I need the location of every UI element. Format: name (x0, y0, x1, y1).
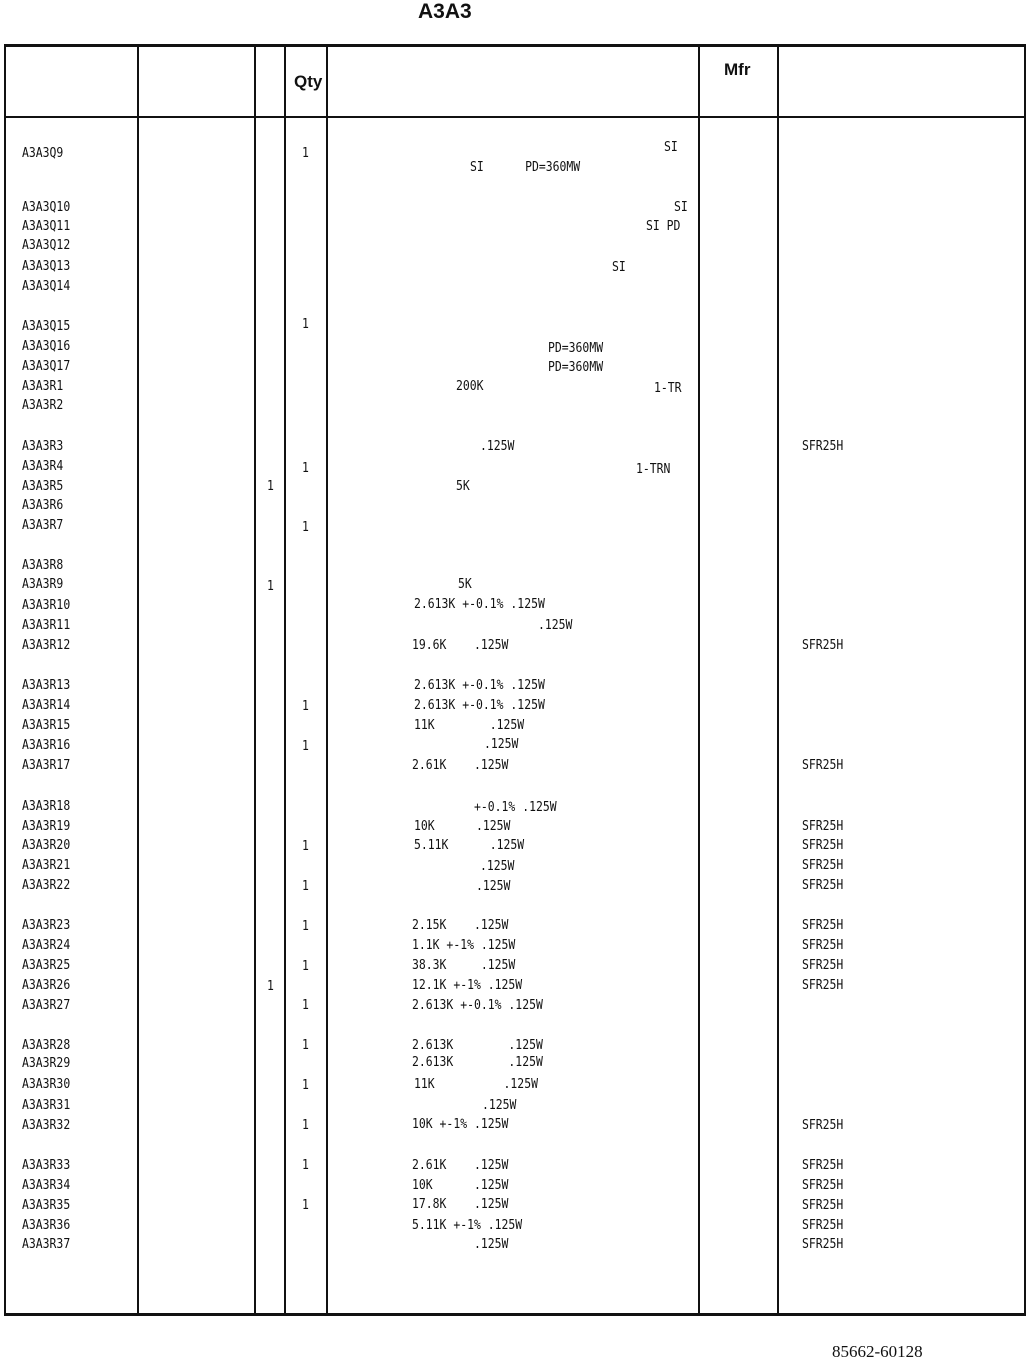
column-rule (284, 44, 286, 1316)
column-rule (137, 44, 139, 1316)
qty-cell: 1 (302, 839, 309, 854)
ref-designator: A3A3R35 (22, 1198, 71, 1213)
ref-designator: A3A3R23 (22, 918, 71, 933)
ref-designator: A3A3R14 (22, 698, 71, 713)
column-rule (1024, 44, 1026, 1316)
description-fragment: PD=360MW (548, 341, 604, 356)
description-fragment: .125W (474, 1237, 509, 1252)
ref-designator: A3A3R11 (22, 618, 71, 633)
column-rule (698, 44, 700, 1316)
description-fragment: 11K .125W (414, 1077, 538, 1092)
description-fragment: 2.613K +-0.1% .125W (414, 597, 545, 612)
description-fragment: .125W (484, 737, 519, 752)
ref-designator: A3A3Q12 (22, 238, 71, 253)
description-fragment: 2.613K .125W (412, 1055, 543, 1070)
qty-cell: 1 (302, 1198, 309, 1213)
description-fragment: 1.1K +-1% .125W (412, 938, 516, 953)
unlabeled-column-cell: 1 (267, 579, 274, 594)
ref-designator: A3A3R17 (22, 758, 71, 773)
qty-cell: 1 (302, 959, 309, 974)
qty-cell: 1 (302, 461, 309, 476)
description-fragment: .125W (538, 618, 573, 633)
description-fragment: SI PD=360MW (470, 160, 581, 175)
ref-designator: A3A3R13 (22, 678, 71, 693)
ref-designator: A3A3Q10 (22, 200, 71, 215)
ref-designator: A3A3R27 (22, 998, 71, 1013)
ref-designator: A3A3R6 (22, 498, 64, 513)
page-title: A3A3 (418, 0, 472, 23)
header-rule (4, 116, 1026, 118)
description-fragment: 2.613K .125W (412, 1038, 543, 1053)
header-qty: Qty (294, 72, 323, 91)
qty-cell: 1 (302, 520, 309, 535)
qty-cell: 1 (302, 146, 309, 161)
qty-cell: 1 (302, 317, 309, 332)
column-rule (4, 44, 6, 1316)
qty-cell: 1 (302, 1078, 309, 1093)
description-fragment: 10K +-1% .125W (412, 1117, 509, 1132)
mfr-part-number: SFR25H (802, 1118, 844, 1133)
description-fragment: SI PD (646, 219, 681, 234)
ref-designator: A3A3R26 (22, 978, 71, 993)
ref-designator: A3A3Q16 (22, 339, 71, 354)
description-fragment: 2.613K +-0.1% .125W (414, 678, 545, 693)
description-fragment: 1-TRN (636, 462, 671, 477)
ref-designator: A3A3R20 (22, 838, 71, 853)
ref-designator: A3A3Q15 (22, 319, 71, 334)
description-fragment: 10K .125W (412, 1178, 509, 1193)
description-fragment: 5K (458, 577, 472, 592)
description-fragment: 38.3K .125W (412, 958, 516, 973)
ref-designator: A3A3R3 (22, 439, 64, 454)
description-fragment: 1-TR (654, 381, 682, 396)
description-fragment: 5K (456, 479, 470, 494)
ref-designator: A3A3R30 (22, 1077, 71, 1092)
description-fragment: 12.1K +-1% .125W (412, 978, 523, 993)
qty-cell: 1 (302, 699, 309, 714)
ref-designator: A3A3R31 (22, 1098, 71, 1113)
ref-designator: A3A3R28 (22, 1038, 71, 1053)
mfr-part-number: SFR25H (802, 978, 844, 993)
ref-designator: A3A3R1 (22, 379, 64, 394)
mfr-part-number: SFR25H (802, 1198, 844, 1213)
ref-designator: A3A3R16 (22, 738, 71, 753)
mfr-part-number: SFR25H (802, 1178, 844, 1193)
ref-designator: A3A3R4 (22, 459, 64, 474)
mfr-part-number: SFR25H (802, 439, 844, 454)
description-fragment: 2.61K .125W (412, 758, 509, 773)
ref-designator: A3A3R10 (22, 598, 71, 613)
qty-cell: 1 (302, 1158, 309, 1173)
ref-designator: A3A3R2 (22, 398, 64, 413)
description-fragment: 200K (456, 379, 484, 394)
mfr-part-number: SFR25H (802, 838, 844, 853)
ref-designator: A3A3R19 (22, 819, 71, 834)
ref-designator: A3A3R7 (22, 518, 64, 533)
mfr-part-number: SFR25H (802, 958, 844, 973)
unlabeled-column-cell: 1 (267, 979, 274, 994)
description-fragment: .125W (476, 879, 511, 894)
description-fragment: PD=360MW (548, 360, 604, 375)
mfr-part-number: SFR25H (802, 1218, 844, 1233)
qty-cell: 1 (302, 919, 309, 934)
header-mfr: Mfr (724, 60, 751, 79)
ref-designator: A3A3R33 (22, 1158, 71, 1173)
description-fragment: 11K .125W (414, 718, 525, 733)
ref-designator: A3A3R32 (22, 1118, 71, 1133)
ref-designator: A3A3R24 (22, 938, 71, 953)
unlabeled-column-cell: 1 (267, 479, 274, 494)
description-fragment: 17.8K .125W (412, 1197, 509, 1212)
description-fragment: .125W (482, 1098, 517, 1113)
description-fragment: .125W (480, 439, 515, 454)
description-fragment: 2.15K .125W (412, 918, 509, 933)
ref-designator: A3A3R12 (22, 638, 71, 653)
mfr-part-number: SFR25H (802, 638, 844, 653)
mfr-part-number: SFR25H (802, 1237, 844, 1252)
mfr-part-number: SFR25H (802, 878, 844, 893)
mfr-part-number: SFR25H (802, 758, 844, 773)
qty-cell: 1 (302, 879, 309, 894)
ref-designator: A3A3Q13 (22, 259, 71, 274)
column-rule (326, 44, 328, 1316)
mfr-part-number: SFR25H (802, 1158, 844, 1173)
ref-designator: A3A3R8 (22, 558, 64, 573)
mfr-part-number: SFR25H (802, 918, 844, 933)
mfr-part-number: SFR25H (802, 938, 844, 953)
ref-designator: A3A3R29 (22, 1056, 71, 1071)
ref-designator: A3A3R9 (22, 577, 64, 592)
ref-designator: A3A3R18 (22, 799, 71, 814)
description-fragment: SI (674, 200, 688, 215)
description-fragment: 19.6K .125W (412, 638, 509, 653)
page-footer-part-number: 85662-60128 (832, 1342, 923, 1361)
description-fragment: SI (612, 260, 626, 275)
ref-designator: A3A3Q17 (22, 359, 71, 374)
ref-designator: A3A3Q14 (22, 279, 71, 294)
qty-cell: 1 (302, 1038, 309, 1053)
column-rule (254, 44, 256, 1316)
ref-designator: A3A3Q11 (22, 219, 71, 234)
ref-designator: A3A3R25 (22, 958, 71, 973)
ref-designator: A3A3R5 (22, 479, 64, 494)
description-fragment: .125W (480, 859, 515, 874)
ref-designator: A3A3R36 (22, 1218, 71, 1233)
description-fragment: 2.613K +-0.1% .125W (412, 998, 543, 1013)
ref-designator: A3A3R15 (22, 718, 71, 733)
description-fragment: +-0.1% .125W (474, 800, 557, 815)
ref-designator: A3A3R34 (22, 1178, 71, 1193)
mfr-part-number: SFR25H (802, 858, 844, 873)
qty-cell: 1 (302, 998, 309, 1013)
mfr-part-number: SFR25H (802, 819, 844, 834)
ref-designator: A3A3R37 (22, 1237, 71, 1252)
description-fragment: 2.61K .125W (412, 1158, 509, 1173)
description-fragment: 5.11K +-1% .125W (412, 1218, 523, 1233)
description-fragment: SI (664, 140, 678, 155)
description-fragment: 5.11K .125W (414, 838, 525, 853)
ref-designator: A3A3Q9 (22, 146, 64, 161)
qty-cell: 1 (302, 739, 309, 754)
column-rule (777, 44, 779, 1316)
ref-designator: A3A3R22 (22, 878, 71, 893)
qty-cell: 1 (302, 1118, 309, 1133)
description-fragment: 10K .125W (414, 819, 511, 834)
description-fragment: 2.613K +-0.1% .125W (414, 698, 545, 713)
ref-designator: A3A3R21 (22, 858, 71, 873)
